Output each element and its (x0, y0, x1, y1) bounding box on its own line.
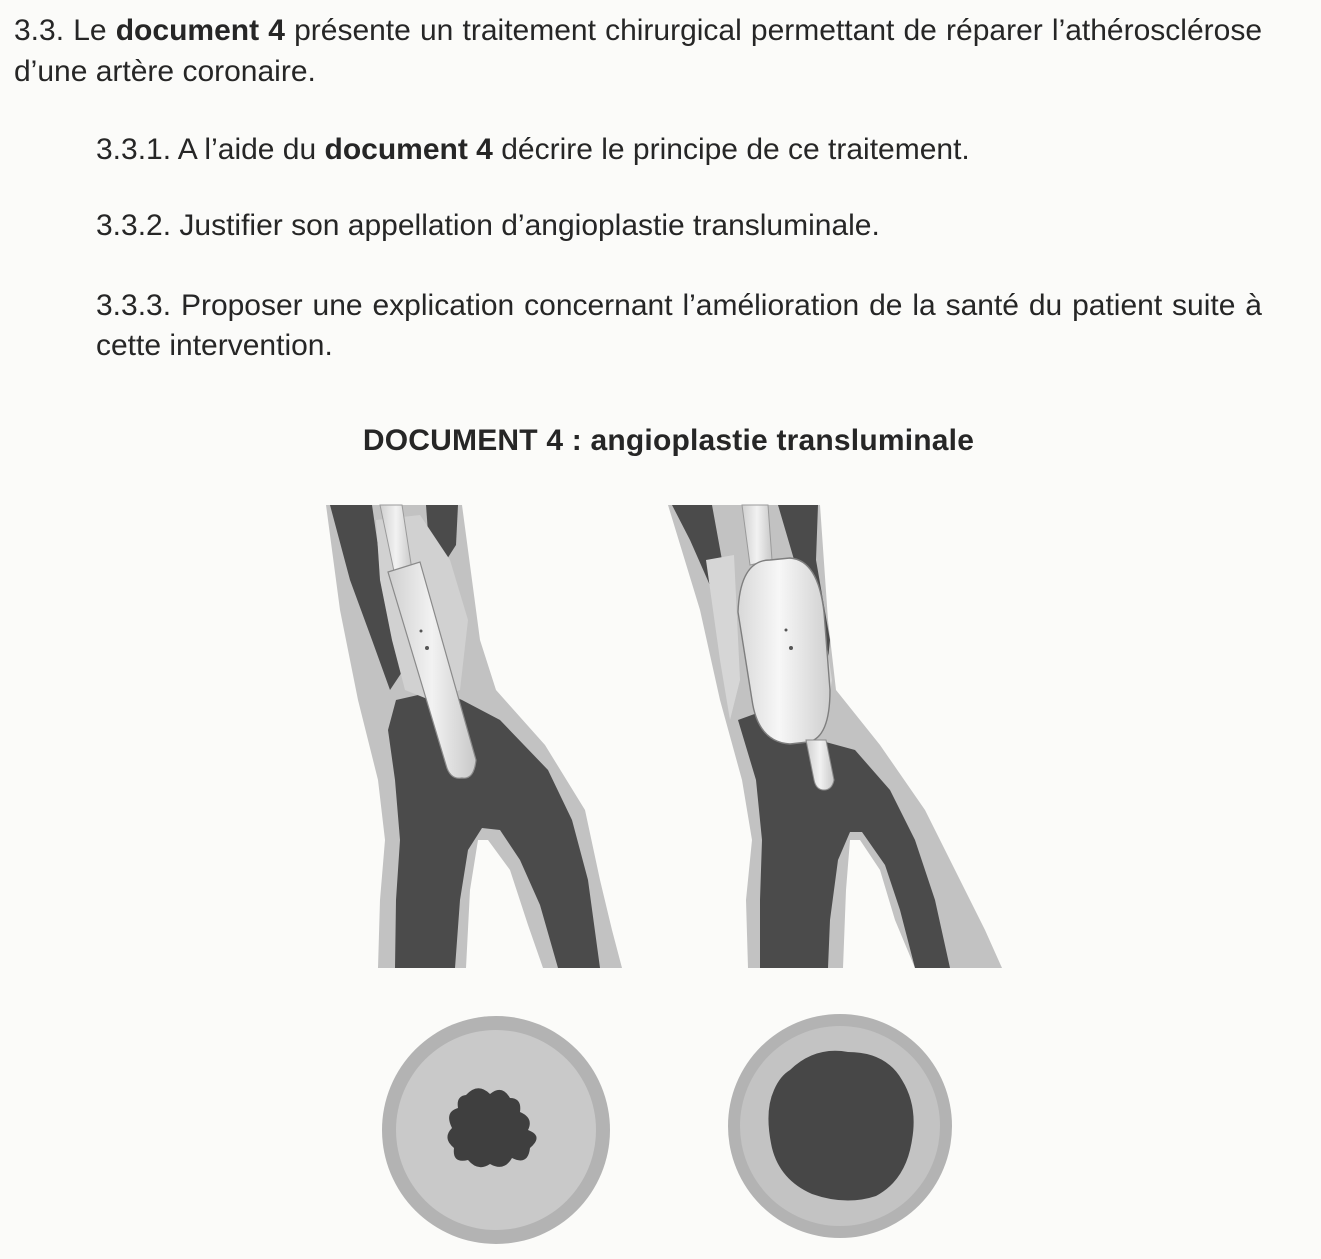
artery-after-dilation (668, 505, 1002, 968)
q1-prefix: 3.3.1. A l’aide du (96, 133, 325, 166)
catheter-marker-2 (420, 630, 423, 633)
q1-suffix: décrire le principe de ce traitement. (492, 133, 970, 166)
artery-lumen (388, 690, 600, 968)
intro-suffix: présente un traitement chirurgical permettant de réparer l’athérosclérose d’une artère coronaire. (14, 14, 1263, 88)
artery-before-dilation (326, 505, 622, 968)
widened-lumen (768, 1051, 913, 1201)
catheter-marker-2 (785, 629, 788, 632)
question-3-3-2: 3.3.2. Justifier son appellation d’angioplastie transluminale. (96, 209, 880, 242)
cross-section-before (382, 1016, 610, 1244)
intro-document-reference: document 4 (115, 14, 285, 47)
catheter-marker (425, 646, 429, 650)
intro-prefix: 3.3. Le (14, 14, 116, 47)
catheter-marker (789, 646, 793, 650)
document-title: DOCUMENT 4 : angioplastie transluminale (362, 424, 975, 457)
cross-section-after (728, 1014, 952, 1238)
question-3-3-3: 3.3.3. Proposer une explication concernant l’amélioration de la santé du patient suite à cette intervention. (96, 289, 1262, 362)
q1-document-reference: document 4 (324, 133, 493, 166)
